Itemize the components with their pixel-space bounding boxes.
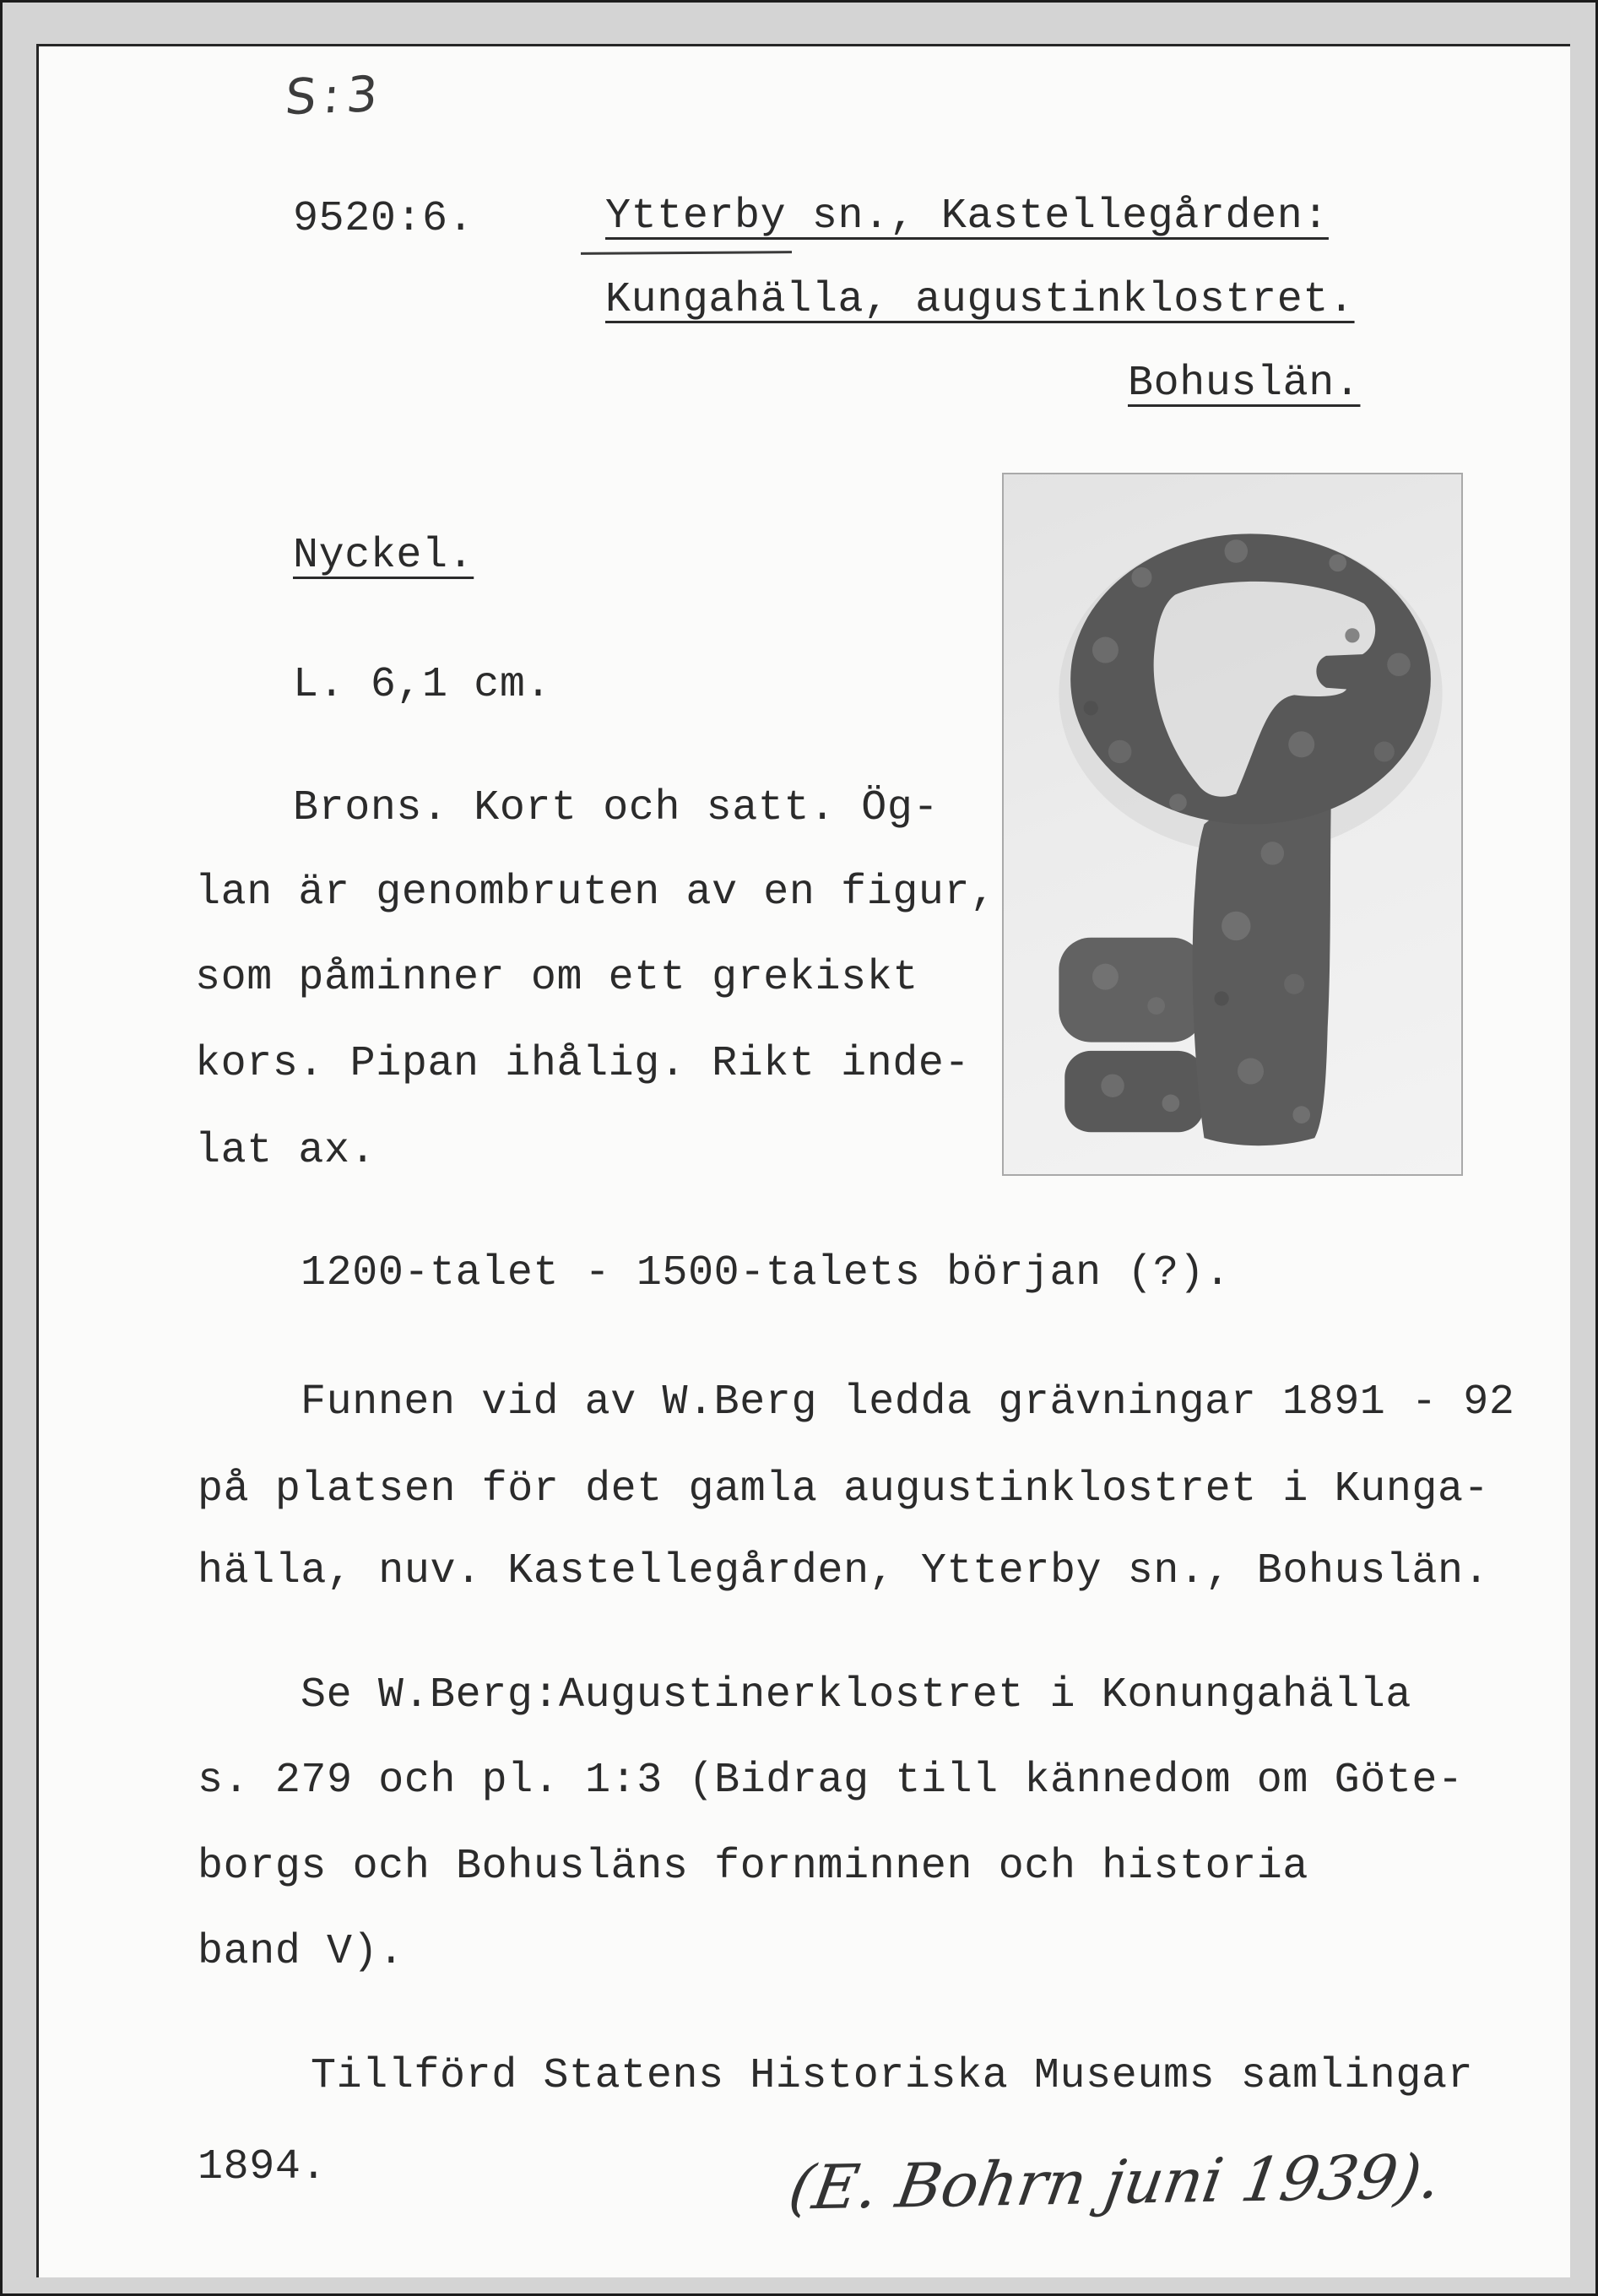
- reference-line: Se W.Berg:Augustinerklostret i Konungahälla: [301, 1671, 1412, 1719]
- reference-line: borgs och Bohusläns fornminnen och historia: [198, 1843, 1309, 1891]
- description-line: kors. Pipan ihålig. Rikt inde-: [195, 1040, 971, 1088]
- description-line: lat ax.: [195, 1127, 376, 1175]
- find-context-line: på platsen för det gamla augustinklostret i Kunga-: [198, 1465, 1490, 1514]
- location-line-1: Ytterby sn., Kastellegården:: [605, 192, 1329, 241]
- key-bit-upper: [1059, 938, 1204, 1042]
- key-bit-lower: [1064, 1051, 1204, 1132]
- province: Bohuslän.: [1128, 360, 1361, 408]
- find-context-line: hälla, nuv. Kastellegården, Ytterby sn., Bohuslän.: [198, 1547, 1490, 1595]
- handwritten-id: S:3: [283, 64, 387, 127]
- handwritten-signature: (E. Bohrn juni 1939).: [784, 2141, 1446, 2223]
- reference-line: s. 279 och pl. 1:3 (Bidrag till kännedom om Göte-: [198, 1757, 1464, 1805]
- dating: 1200-talet - 1500-talets början (?).: [301, 1249, 1231, 1297]
- description-line: som påminner om ett grekiskt: [195, 954, 918, 1002]
- description-line: lan är genombruten av en figur,: [195, 869, 996, 917]
- find-context-line: Funnen vid av W.Berg ledda grävningar 1891 - 92: [301, 1378, 1515, 1427]
- object-photo: [1002, 473, 1463, 1176]
- inventory-number: 9520:6.: [293, 195, 474, 243]
- object-name: Nyckel.: [293, 532, 474, 580]
- accession-line: 1894.: [198, 2143, 328, 2191]
- location-line-2: Kungahälla, augustinklostret.: [605, 276, 1355, 324]
- key-image: [1004, 474, 1461, 1174]
- description-line: Brons. Kort och satt. Ög-: [293, 784, 940, 832]
- object-length: L. 6,1 cm.: [293, 661, 552, 709]
- accession-line: Tillförd Statens Historiska Museums samlingar: [311, 2052, 1474, 2100]
- reference-line: band V).: [198, 1928, 404, 1976]
